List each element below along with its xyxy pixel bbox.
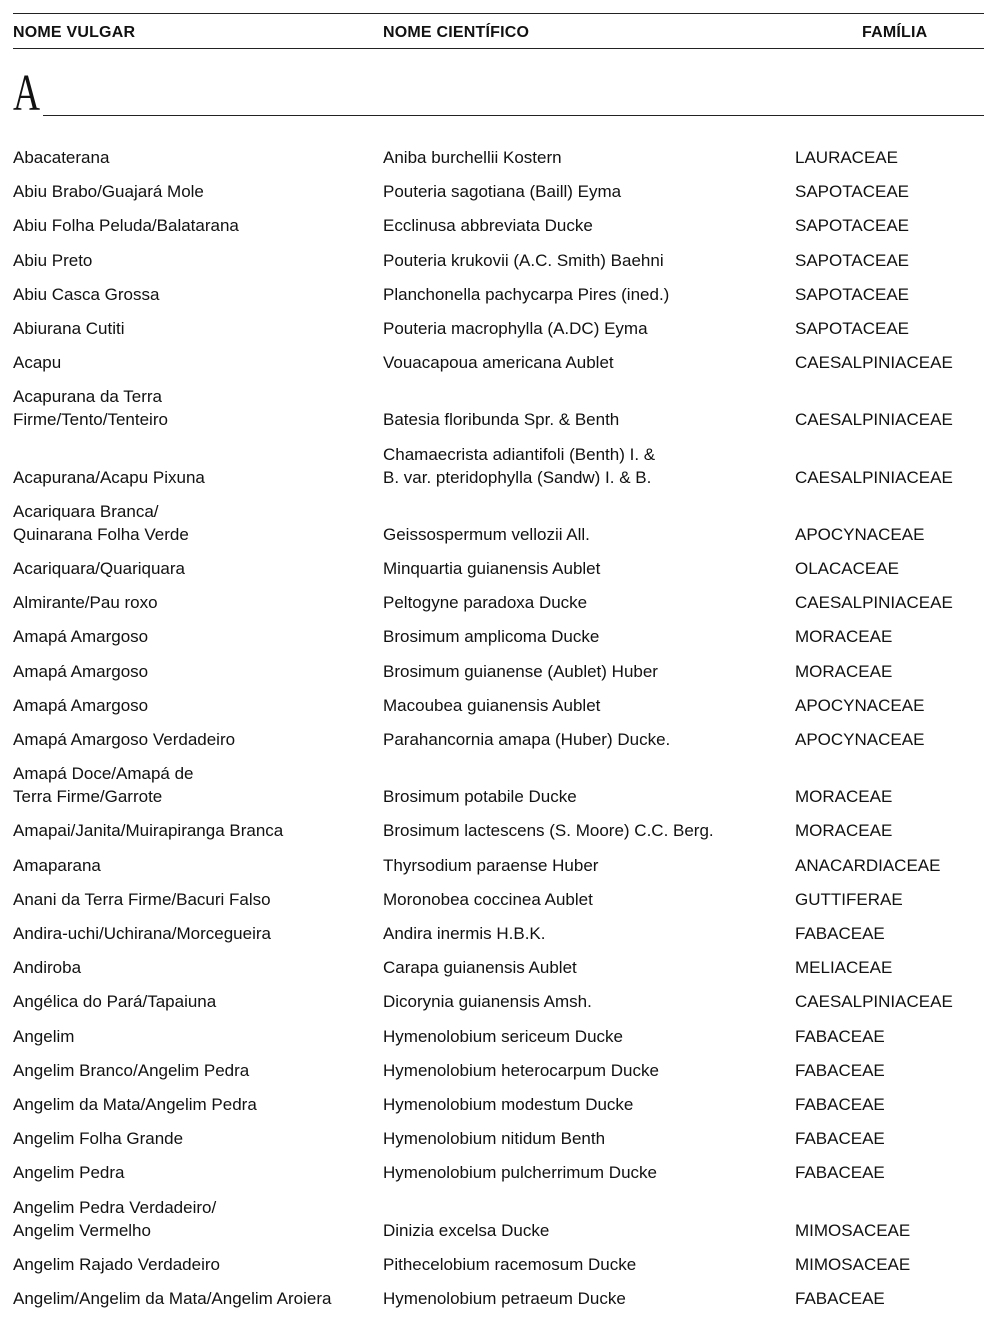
column-header-family: FAMÍLIA — [862, 24, 928, 41]
table-row — [0, 625, 984, 648]
family-cell: MORACEAE — [795, 787, 893, 807]
scientific-name-cell: Chamaecrista adiantifoli (Benth) I. & — [383, 444, 656, 464]
family-cell: FABACEAE — [795, 1289, 885, 1308]
common-name-cell: Acariquara/Quariquara — [13, 559, 185, 578]
common-name-cell: Angelim — [13, 1026, 75, 1046]
family-cell: SAPOTACEAE — [795, 182, 909, 202]
family-cell: CAESALPINIACEAE — [795, 467, 953, 487]
scientific-name-cell: Dinizia excelsa Ducke — [383, 1220, 550, 1240]
common-name-cell: Amapá Amargoso — [13, 695, 149, 715]
family-cell: FABACEAE — [795, 1129, 885, 1149]
family-cell: SAPOTACEAE — [795, 284, 909, 304]
scientific-name-cell: Planchonella pachycarpa Pires (ined.) — [383, 284, 670, 304]
table-row — [0, 728, 984, 751]
family-cell: MIMOSACEAE — [795, 1220, 911, 1240]
scientific-name-cell: B. var. pteridophylla (Sandw) I. & B. — [383, 467, 652, 487]
common-name-cell: Abiu Brabo/Guajará Mole — [13, 182, 204, 202]
common-name-cell: Angelim Branco/Angelim Pedra — [13, 1060, 250, 1080]
table-row — [0, 317, 984, 340]
scientific-name-cell: Hymenolobium sericeum Ducke — [383, 1026, 623, 1046]
common-name-cell: Acapurana da Terra — [13, 387, 163, 407]
table-row — [0, 854, 984, 877]
table-row — [0, 351, 984, 374]
common-name-cell: Anani da Terra Firme/Bacuri Falso — [13, 889, 271, 909]
family-cell: SAPOTACEAE — [795, 319, 909, 338]
common-name-cell: Acapu — [13, 353, 62, 373]
scientific-name-cell: Parahancornia amapa (Huber) Ducke. — [383, 730, 671, 749]
scientific-name-cell: Hymenolobium petraeum Ducke — [383, 1289, 626, 1308]
family-cell: GUTTIFERAE — [795, 889, 903, 909]
table-row — [0, 956, 984, 979]
scientific-name-cell: Minquartia guianensis Aublet — [383, 559, 601, 578]
scientific-name-cell: Aniba burchellii Kostern — [383, 148, 562, 167]
family-cell: CAESALPINIACEAE — [795, 353, 953, 373]
scientific-name-cell: Thyrsodium paraense Huber — [383, 855, 599, 875]
table-row — [0, 1287, 984, 1310]
table-row — [0, 249, 984, 272]
scientific-name-cell: Hymenolobium pulcherrimum Ducke — [383, 1163, 657, 1183]
family-cell: OLACACEAE — [795, 559, 899, 578]
common-name-cell: Almirante/Pau roxo — [13, 593, 158, 613]
table-row — [0, 443, 984, 489]
table-row — [0, 762, 984, 808]
common-name-cell: Angelim da Mata/Angelim Pedra — [13, 1095, 257, 1114]
common-name-cell: Andiroba — [13, 958, 82, 978]
family-cell: FABACEAE — [795, 1163, 885, 1183]
table-row — [0, 214, 984, 237]
scientific-name-cell: Andira inermis H.B.K. — [383, 924, 546, 943]
table-row — [0, 283, 984, 306]
table-row — [0, 500, 984, 546]
common-name-cell: Amapá Amargoso Verdadeiro — [13, 730, 236, 749]
common-name-cell: Amapai/Janita/Muirapiranga Branca — [13, 821, 284, 841]
table-row — [0, 180, 984, 203]
common-name-cell: Angelim/Angelim da Mata/Angelim Aroiera — [13, 1289, 332, 1308]
scientific-name-cell: Brosimum potabile Ducke — [383, 787, 577, 807]
table-row — [0, 1059, 984, 1082]
family-cell: LAURACEAE — [795, 148, 898, 167]
family-cell: ANACARDIACEAE — [795, 855, 941, 875]
common-name-cell: Andira-uchi/Uchirana/Morcegueira — [13, 924, 271, 943]
family-cell: CAESALPINIACEAE — [795, 992, 953, 1012]
scientific-name-cell: Geissospermum vellozii All. — [383, 524, 590, 544]
table-row — [0, 146, 984, 169]
table-row — [0, 660, 984, 683]
common-name-cell: Abiu Casca Grossa — [13, 284, 160, 304]
family-cell: SAPOTACEAE — [795, 216, 909, 236]
common-name-cell: Terra Firme/Garrote — [13, 787, 163, 807]
table-row — [0, 694, 984, 717]
scientific-name-cell: Pouteria macrophylla (A.DC) Eyma — [383, 319, 648, 338]
family-cell: APOCYNACEAE — [795, 524, 925, 544]
scientific-name-cell: Carapa guianensis Aublet — [383, 958, 577, 978]
table-row — [0, 1161, 984, 1184]
common-name-cell: Amapá Amargoso — [13, 661, 149, 681]
scientific-name-cell: Brosimum amplicoma Ducke — [383, 627, 600, 647]
family-cell: MORACEAE — [795, 627, 893, 647]
family-cell: MORACEAE — [795, 821, 893, 841]
common-name-cell: Abiu Preto — [13, 250, 93, 270]
family-cell: CAESALPINIACEAE — [795, 593, 953, 613]
common-name-cell: Acapurana/Acapu Pixuna — [13, 467, 205, 487]
family-cell: FABACEAE — [795, 1026, 885, 1046]
common-name-cell: Amapá Doce/Amapá de — [13, 764, 194, 784]
table-row — [0, 1253, 984, 1276]
common-name-cell: Angelim Pedra Verdadeiro/ — [13, 1197, 217, 1217]
section-letter: A — [13, 65, 41, 122]
scientific-name-cell: Hymenolobium modestum Ducke — [383, 1095, 634, 1114]
table-row — [0, 888, 984, 911]
common-name-cell: Angelim Vermelho — [13, 1220, 151, 1240]
scientific-name-cell: Ecclinusa abbreviata Ducke — [383, 216, 593, 236]
family-cell: SAPOTACEAE — [795, 250, 909, 270]
common-name-cell: Amaparana — [13, 855, 101, 875]
scientific-name-cell: Peltogyne paradoxa Ducke — [383, 593, 588, 613]
common-name-cell: Angelim Pedra — [13, 1163, 125, 1183]
family-cell: CAESALPINIACEAE — [795, 410, 953, 430]
table-row — [0, 1127, 984, 1150]
table-row — [0, 591, 984, 614]
scientific-name-cell: Brosimum lactescens (S. Moore) C.C. Berg. — [383, 821, 714, 841]
common-name-cell: Angélica do Pará/Tapaiuna — [13, 992, 217, 1012]
common-name-cell: Quinarana Folha Verde — [13, 524, 189, 544]
common-name-cell: Amapá Amargoso — [13, 627, 149, 647]
family-cell: MORACEAE — [795, 661, 893, 681]
table-row — [0, 922, 984, 945]
common-name-cell: Acariquara Branca/ — [13, 501, 159, 521]
common-name-cell: Angelim Folha Grande — [13, 1129, 184, 1149]
column-header-common-name: NOME VULGAR — [13, 24, 136, 41]
family-cell: APOCYNACEAE — [795, 695, 925, 715]
family-cell: MELIACEAE — [795, 958, 893, 978]
table-row — [0, 1196, 984, 1242]
scientific-name-cell: Macoubea guianensis Aublet — [383, 695, 601, 715]
scientific-name-cell: Pithecelobium racemosum Ducke — [383, 1254, 637, 1274]
scientific-name-cell: Vouacapoua americana Aublet — [383, 353, 614, 373]
common-name-cell: Angelim Rajado Verdadeiro — [13, 1254, 220, 1274]
family-cell: FABACEAE — [795, 924, 885, 943]
scientific-name-cell: Brosimum guianense (Aublet) Huber — [383, 661, 658, 681]
table-row — [0, 1025, 984, 1048]
scientific-name-cell: Batesia floribunda Spr. & Benth — [383, 410, 620, 430]
common-name-cell: Firme/Tento/Tenteiro — [13, 410, 168, 430]
table-row — [0, 557, 984, 580]
family-cell: FABACEAE — [795, 1095, 885, 1114]
scientific-name-cell: Hymenolobium nitidum Benth — [383, 1129, 606, 1149]
table-row — [0, 385, 984, 431]
scientific-name-cell: Moronobea coccinea Aublet — [383, 889, 593, 909]
scientific-name-cell: Pouteria krukovii (A.C. Smith) Baehni — [383, 250, 664, 270]
table-row — [0, 1093, 984, 1116]
family-cell: FABACEAE — [795, 1060, 885, 1080]
family-cell: APOCYNACEAE — [795, 730, 925, 749]
family-cell: MIMOSACEAE — [795, 1254, 911, 1274]
common-name-cell: Abiurana Cutiti — [13, 319, 125, 338]
scientific-name-cell: Pouteria sagotiana (Baill) Eyma — [383, 182, 622, 202]
scientific-name-cell: Hymenolobium heterocarpum Ducke — [383, 1060, 659, 1080]
scientific-name-cell: Dicorynia guianensis Amsh. — [383, 992, 592, 1012]
common-name-cell: Abacaterana — [13, 148, 110, 167]
table-row — [0, 819, 984, 842]
common-name-cell: Abiu Folha Peluda/Balatarana — [13, 216, 239, 236]
column-header-scientific-name: NOME CIENTÍFICO — [383, 24, 530, 41]
table-row — [0, 990, 984, 1013]
